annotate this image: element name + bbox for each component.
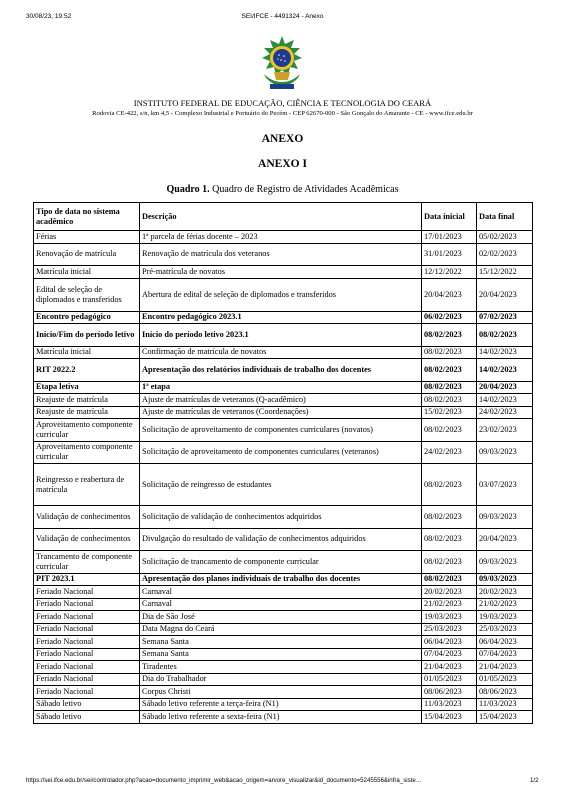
cell-data-inicial: 08/02/2023 [422, 381, 477, 394]
table-row [34, 266, 533, 279]
cell-data-inicial: 15/02/2023 [422, 406, 477, 419]
cell-data-final: 14/02/2023 [477, 346, 533, 359]
table-row [34, 711, 533, 724]
column-header-data-final: Data final [477, 203, 533, 231]
cell-descricao: Abertura de edital de seleção de diplomados e transferidos [140, 278, 422, 311]
cell-descricao: Tiradentes [140, 661, 422, 674]
cell-data-inicial: 01/05/2023 [422, 673, 477, 686]
table-row [34, 464, 533, 506]
table-row [34, 506, 533, 529]
cell-data-inicial: 31/01/2023 [422, 243, 477, 266]
cell-tipo: Matrícula inicial [34, 266, 140, 279]
cell-tipo: Validação de conhecimentos [34, 506, 140, 529]
table-row [34, 623, 533, 636]
table-row [34, 648, 533, 661]
cell-descricao: Solicitação de trancamento de componente curricular [140, 551, 422, 574]
table-row [34, 441, 533, 464]
table-row [34, 381, 533, 394]
column-header-data-inicial: Data inicial [422, 203, 477, 231]
cell-data-inicial: 25/03/2023 [422, 623, 477, 636]
cell-tipo: Aproveitamento componente curricular [34, 441, 140, 464]
cell-descricao: Divulgação do resultado de validação de conhecimentos adquiridos [140, 528, 422, 551]
cell-tipo: Feriado Nacional [34, 673, 140, 686]
table-row [34, 673, 533, 686]
cell-data-inicial: 24/02/2023 [422, 441, 477, 464]
academic-calendar-table [33, 202, 533, 724]
cell-data-inicial: 15/04/2023 [422, 711, 477, 724]
cell-tipo: Reajuste de matrícula [34, 406, 140, 419]
table-row [34, 586, 533, 599]
cell-data-inicial: 08/02/2023 [422, 551, 477, 574]
print-doc-title: SEI/IFCE - 4491324 - Anexo [241, 13, 324, 20]
table-row [34, 324, 533, 347]
cell-data-inicial: 08/02/2023 [422, 394, 477, 407]
cell-data-inicial: 08/02/2023 [422, 346, 477, 359]
cell-data-inicial: 07/04/2023 [422, 648, 477, 661]
table-caption-text: Quadro de Registro de Atividades Acadêmicas [209, 184, 399, 195]
cell-data-final: 09/03/2023 [477, 573, 533, 586]
table-row [34, 243, 533, 266]
column-header-tipo: Tipo de data no sistema acadêmico [34, 203, 140, 231]
cell-descricao: Semana Santa [140, 636, 422, 649]
cell-data-final: 08/06/2023 [477, 686, 533, 699]
table-row [34, 359, 533, 382]
table-row [34, 528, 533, 551]
cell-data-inicial: 06/02/2023 [422, 311, 477, 324]
cell-tipo: Reajuste de matrícula [34, 394, 140, 407]
print-url: https://sei.ifce.edu.br/sei/controlador.php?acao=documento_imprimir_web&acao_origem=arvore_visualizar&id_documento=5245556&infra_siste… [26, 777, 422, 784]
cell-descricao: Renovação de matrícula dos veteranos [140, 243, 422, 266]
table-row [34, 231, 533, 244]
cell-data-final: 07/04/2023 [477, 648, 533, 661]
cell-descricao: Solicitação de aproveitamento de componentes curriculares (veteranos) [140, 441, 422, 464]
table-row [34, 311, 533, 324]
cell-descricao: Solicitação de aproveitamento de componentes curriculares (novatos) [140, 419, 422, 442]
cell-tipo: Sábado letivo [34, 711, 140, 724]
cell-descricao: Dia de São José [140, 611, 422, 624]
cell-tipo: Trancamento de componente curricular [34, 551, 140, 574]
cell-data-final: 14/02/2023 [477, 359, 533, 382]
cell-data-inicial: 08/02/2023 [422, 324, 477, 347]
table-row [34, 419, 533, 442]
cell-data-final: 20/04/2023 [477, 381, 533, 394]
cell-descricao: Confirmação de matrícula de novatos [140, 346, 422, 359]
cell-tipo: Sábado letivo [34, 698, 140, 711]
table-row [34, 406, 533, 419]
cell-tipo: Renovação de matrícula [34, 243, 140, 266]
cell-descricao: Ajuste de matrículas de veteranos (Coordenações) [140, 406, 422, 419]
annex-subtitle: ANEXO I [258, 158, 307, 170]
cell-tipo: Feriado Nacional [34, 636, 140, 649]
cell-data-final: 09/03/2023 [477, 441, 533, 464]
brazil-coat-of-arms-icon [252, 34, 312, 94]
cell-data-final: 20/04/2023 [477, 528, 533, 551]
table-row [34, 551, 533, 574]
cell-descricao: Apresentação dos planos individuais de trabalho dos docentes [140, 573, 422, 586]
cell-descricao: Solicitação de reingresso de estudantes [140, 464, 422, 506]
cell-descricao: 1ª parcela de férias docente – 2023 [140, 231, 422, 244]
cell-tipo: Feriado Nacional [34, 598, 140, 611]
cell-data-final: 15/04/2023 [477, 711, 533, 724]
cell-descricao: Apresentação dos relatórios individuais de trabalho dos docentes [140, 359, 422, 382]
cell-data-inicial: 21/04/2023 [422, 661, 477, 674]
cell-descricao: Sábado letivo referente a sexta-feira (N1) [140, 711, 422, 724]
table-row [34, 598, 533, 611]
table-row [34, 394, 533, 407]
cell-data-inicial: 08/02/2023 [422, 528, 477, 551]
cell-tipo: Feriado Nacional [34, 648, 140, 661]
cell-data-final: 15/12/2022 [477, 266, 533, 279]
cell-data-inicial: 19/03/2023 [422, 611, 477, 624]
cell-data-final: 07/02/2023 [477, 311, 533, 324]
table-row [34, 698, 533, 711]
cell-data-inicial: 21/02/2023 [422, 598, 477, 611]
cell-data-inicial: 08/02/2023 [422, 506, 477, 529]
cell-data-final: 21/04/2023 [477, 661, 533, 674]
cell-data-final: 24/02/2023 [477, 406, 533, 419]
cell-data-final: 03/07/2023 [477, 464, 533, 506]
table-row [34, 661, 533, 674]
cell-descricao: Carnaval [140, 598, 422, 611]
cell-data-final: 21/02/2023 [477, 598, 533, 611]
cell-data-final: 19/03/2023 [477, 611, 533, 624]
cell-descricao: Corpus Christi [140, 686, 422, 699]
cell-descricao: 1ª etapa [140, 381, 422, 394]
cell-data-inicial: 20/04/2023 [422, 278, 477, 311]
cell-data-inicial: 08/02/2023 [422, 573, 477, 586]
cell-data-final: 23/02/2023 [477, 419, 533, 442]
cell-descricao: Semana Santa [140, 648, 422, 661]
table-row [34, 611, 533, 624]
cell-descricao: Encontro pedagógico 2023.1 [140, 311, 422, 324]
column-header-descricao: Descrição [140, 203, 422, 231]
cell-data-inicial: 08/02/2023 [422, 359, 477, 382]
cell-tipo: Validação de conhecimentos [34, 528, 140, 551]
table-header-row [34, 203, 533, 231]
cell-tipo: RIT 2022.2 [34, 359, 140, 382]
cell-data-inicial: 11/03/2023 [422, 698, 477, 711]
table-row [34, 636, 533, 649]
institution-address: Rodovia CE-422, s/n, km 4,5 - Complexo Industrial e Portuário do Pecém - CEP 62670-000 - São Gonçalo do Amarante - CE - www.ifce.edu.br [92, 110, 473, 117]
table-caption [0, 184, 565, 195]
cell-tipo: Etapa letiva [34, 381, 140, 394]
cell-descricao: Dia do Trabalhador [140, 673, 422, 686]
annex-title: ANEXO [261, 133, 304, 145]
table-row [34, 686, 533, 699]
table-row [34, 278, 533, 311]
cell-data-inicial: 20/02/2023 [422, 586, 477, 599]
cell-descricao: Ajuste de matrículas de veteranos (Q-acadêmico) [140, 394, 422, 407]
table-caption-label: Quadro 1. [166, 184, 210, 195]
cell-tipo: Aproveitamento componente curricular [34, 419, 140, 442]
table-row [34, 346, 533, 359]
cell-data-final: 25/03/2023 [477, 623, 533, 636]
cell-data-final: 08/02/2023 [477, 324, 533, 347]
page-number: 1/2 [530, 777, 539, 784]
cell-data-inicial: 17/01/2023 [422, 231, 477, 244]
cell-data-final: 20/04/2023 [477, 278, 533, 311]
cell-tipo: Feriado Nacional [34, 661, 140, 674]
cell-data-final: 09/03/2023 [477, 551, 533, 574]
cell-tipo: PIT 2023.1 [34, 573, 140, 586]
cell-data-inicial: 12/12/2022 [422, 266, 477, 279]
cell-data-inicial: 08/06/2023 [422, 686, 477, 699]
cell-data-final: 09/03/2023 [477, 506, 533, 529]
cell-data-final: 01/05/2023 [477, 673, 533, 686]
cell-data-final: 06/04/2023 [477, 636, 533, 649]
print-date: 30/08/23, 19:52 [26, 13, 72, 20]
cell-descricao: Pré-matrícula de novatos [140, 266, 422, 279]
cell-tipo: Férias [34, 231, 140, 244]
cell-descricao: Sábado letivo referente a terça-feira (N1) [140, 698, 422, 711]
cell-data-final: 20/02/2023 [477, 586, 533, 599]
cell-descricao: Data Magna do Ceará [140, 623, 422, 636]
cell-tipo: Matrícula inicial [34, 346, 140, 359]
cell-tipo: Reingresso e reabertura de matrícula [34, 464, 140, 506]
cell-tipo: Feriado Nacional [34, 686, 140, 699]
cell-tipo: Início/Fim do período letivo [34, 324, 140, 347]
cell-tipo: Feriado Nacional [34, 611, 140, 624]
cell-tipo: Encontro pedagógico [34, 311, 140, 324]
table-row [34, 573, 533, 586]
cell-tipo: Edital de seleção de diplomados e transferidos [34, 278, 140, 311]
cell-data-inicial: 06/04/2023 [422, 636, 477, 649]
cell-descricao: Carnaval [140, 586, 422, 599]
cell-descricao: Solicitação de validação de conhecimentos adquiridos [140, 506, 422, 529]
cell-descricao: Início do período letivo 2023.1 [140, 324, 422, 347]
cell-data-inicial: 08/02/2023 [422, 464, 477, 506]
cell-data-final: 05/02/2023 [477, 231, 533, 244]
cell-tipo: Feriado Nacional [34, 623, 140, 636]
cell-data-inicial: 08/02/2023 [422, 419, 477, 442]
cell-data-final: 11/03/2023 [477, 698, 533, 711]
cell-data-final: 14/02/2023 [477, 394, 533, 407]
institution-name: INSTITUTO FEDERAL DE EDUCAÇÃO, CIÊNCIA E TECNOLOGIA DO CEARÁ [133, 98, 432, 108]
cell-data-final: 02/02/2023 [477, 243, 533, 266]
cell-tipo: Feriado Nacional [34, 586, 140, 599]
